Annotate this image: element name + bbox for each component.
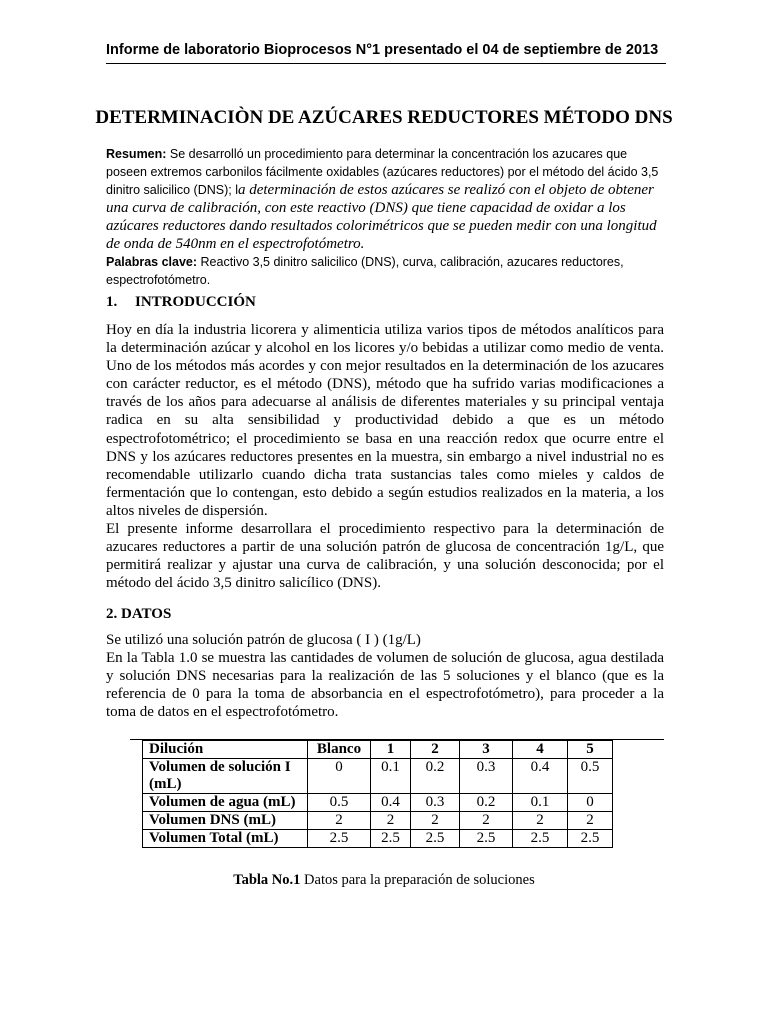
section-number: 1. — [106, 294, 118, 310]
table-cell: 2.5 — [411, 830, 460, 848]
keywords-text: Reactivo 3,5 dinitro salicilico (DNS), curva, calibración, azucares reductores, espectrofotómetro. — [106, 255, 624, 287]
abstract — [106, 145, 666, 289]
abstract-body-sans: Se desarrolló un procedimiento para determinar la concentración los azucares que poseen extremos carbonilos fácilmente oxidables (azúcares reductores) por el método del ácido 3,5 dinitro salicilico (DNS); l — [106, 147, 659, 197]
abstract-label: Resumen: — [106, 147, 167, 161]
table-caption — [0, 872, 768, 889]
table-row — [143, 812, 613, 830]
dilution-table — [142, 740, 613, 848]
table-cell: 2.5 — [568, 830, 613, 848]
table-cell: 0.3 — [460, 759, 513, 794]
table-cell: 0.4 — [371, 794, 411, 812]
table-cell: 0.1 — [371, 759, 411, 794]
table-cell: 2.5 — [513, 830, 568, 848]
table-row — [143, 830, 613, 848]
table-caption-label: Tabla No.1 — [233, 872, 301, 888]
datos-paragraph-1: Se utilizó una solución patrón de glucosa ( I ) (1g/L) — [106, 632, 421, 648]
table-header-cell: Blanco — [308, 741, 371, 759]
table-cell: 0.5 — [568, 759, 613, 794]
document-title: DETERMINACIÒN DE AZÚCARES REDUCTORES MÉTODO DNS — [95, 107, 673, 128]
section-heading-datos: 2. DATOS — [106, 606, 172, 622]
table-cell: 2 — [513, 812, 568, 830]
table-row-label: Volumen Total (mL) — [143, 830, 308, 848]
table-cell: 0.2 — [411, 759, 460, 794]
abstract-body-italic: a determinación de estos azúcares se realizó con el objeto de obtener una curva de calibración, con este reactivo (DNS) que tiene capacidad de oxidar a los azúcares reductores dando resultados colorimétricos que se pueden medir con una longitud de onda de 540nm en el espectrofotómetro. — [106, 182, 657, 252]
table-row-label: Volumen DNS (mL) — [143, 812, 308, 830]
table-cell: 2 — [460, 812, 513, 830]
table-cell: 0 — [308, 759, 371, 794]
table-header-cell: 3 — [460, 741, 513, 759]
keywords-label: Palabras clave: — [106, 255, 198, 269]
table-header-cell: 5 — [568, 741, 613, 759]
datos-body — [106, 631, 664, 721]
section-heading-introduccion — [106, 294, 256, 311]
introduction-paragraph-2: El presente informe desarrollara el procedimiento respectivo para la determinación de azucares reductores a partir de una solución patrón de glucosa de concentración 1g/L, que permitirá realizar y ajustar una curva de calibración, y una solución desconocida; por el método del ácido 3,5 dinitro salicílico (DNS). — [106, 521, 664, 592]
introduction-paragraph-1: Hoy en día la industria licorera y alimenticia utiliza varios tipos de métodos analíticos para la determinación azúcar y alcohol en los licores y/o bebidas a utilizar como medio de venta. Uno de los métodos más acordes y con mejor resultados en la determinación de los azucares con carácter reductor, es el método (DNS), método que ha sufrido varias modificaciones a través de los años para adecuarse al análisis de diferentes materiales y su principal ventaja radica en su alta sensibilidad y productividad debido a que es un método espectrofotométrico; el procedimiento se basa en una reacción redox que ocurre entre el DNS y los azúcares reductores presentes en la muestra, sin embargo a nivel industrial no es recomendable utilizarlo cuando dicha trata sustancias tales como mieles y caldos de fermentación que lo contengan, esto debido a según estudios realizados en la materia, a los altos niveles de dispersión. — [106, 322, 664, 519]
table-cell: 2 — [308, 812, 371, 830]
table-header-cell: 4 — [513, 741, 568, 759]
table-cell: 0 — [568, 794, 613, 812]
table-row-label: Volumen de agua (mL) — [143, 794, 308, 812]
table-row — [143, 794, 613, 812]
table-cell: 0.2 — [460, 794, 513, 812]
running-header: Informe de laboratorio Bioprocesos N°1 presentado el 04 de septiembre de 2013 — [106, 42, 666, 64]
section-title: INTRODUCCIÓN — [135, 294, 256, 310]
table-header-row — [143, 741, 613, 759]
datos-paragraph-2: En la Tabla 1.0 se muestra las cantidades de volumen de solución de glucosa, agua destilada y solución DNS necesarias para la realización de las 5 soluciones y el blanco (que es la referencia de 0 para la toma de absorbancia en el espectrofotómetro), para proceder a la toma de datos en el espectrofotómetro. — [106, 650, 664, 721]
table-cell: 0.4 — [513, 759, 568, 794]
table-cell: 2.5 — [371, 830, 411, 848]
table-cell: 2.5 — [460, 830, 513, 848]
table-cell: 2 — [411, 812, 460, 830]
table-header-cell: Dilución — [143, 741, 308, 759]
table-cell: 0.1 — [513, 794, 568, 812]
table-header-cell: 2 — [411, 741, 460, 759]
table-cell: 0.3 — [411, 794, 460, 812]
introduction-body — [106, 321, 664, 592]
keywords — [106, 253, 666, 289]
table-cell: 2 — [371, 812, 411, 830]
table-cell: 2.5 — [308, 830, 371, 848]
table-row — [143, 759, 613, 794]
table-cell: 0.5 — [308, 794, 371, 812]
table-row-label: Volumen de solución I (mL) — [143, 759, 308, 794]
table-cell: 2 — [568, 812, 613, 830]
table-caption-text: Datos para la preparación de soluciones — [300, 872, 535, 888]
table-header-cell: 1 — [371, 741, 411, 759]
